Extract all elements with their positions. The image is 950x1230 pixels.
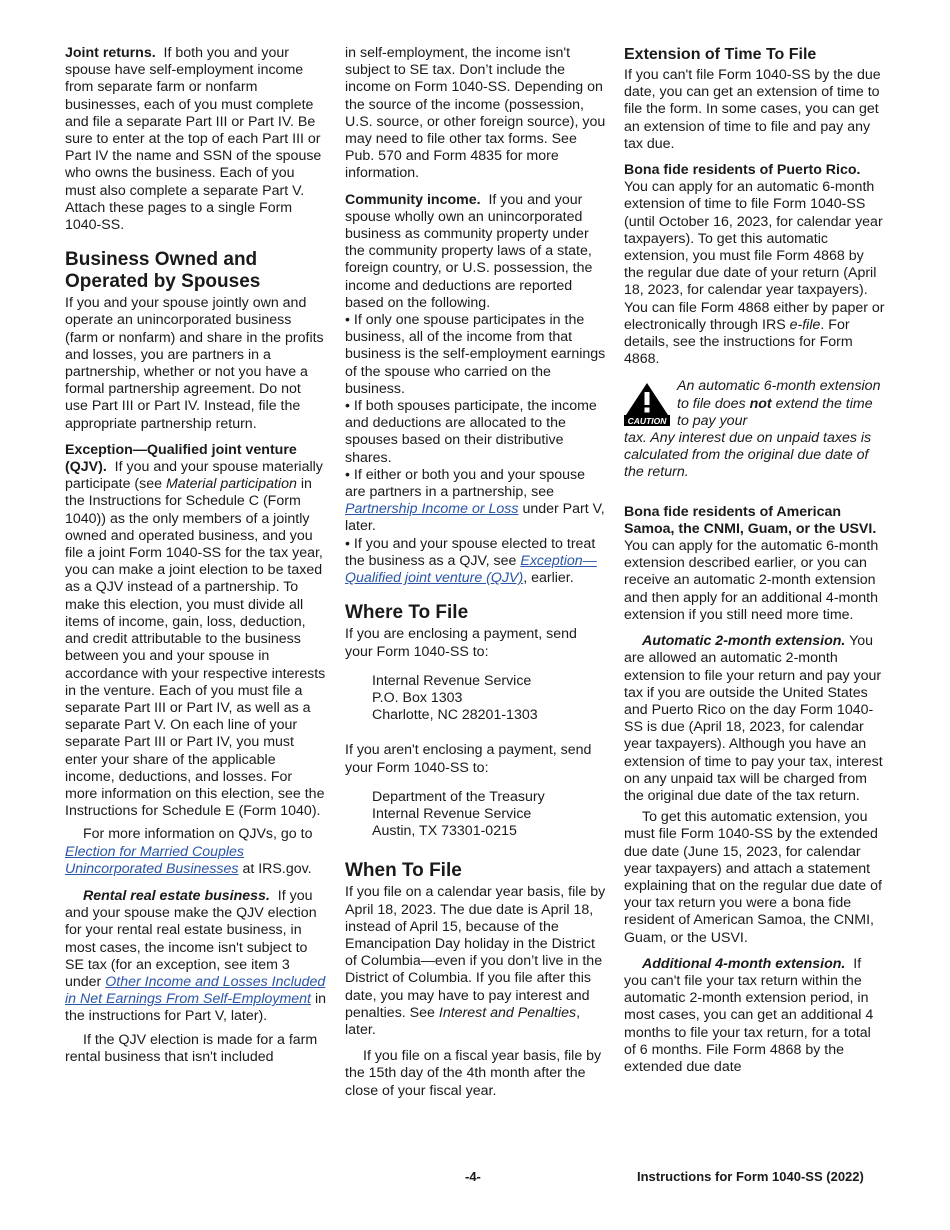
community-income-paragraph: Community income. If you and your spouse wholly own an unincorporated business as community property under the community property laws of a state, foreign country, or U.S. possession, the income and deductions are reported based on the following. <box>345 191 593 311</box>
joint-returns-paragraph: Joint returns. If both you and your spouse have self-employment income from separate farm or nonfarm businesses, each of you must complete and file a separate Part III or Part IV. Be sure to enter at the top of each Part III or Part IV the name and SSN of the spouse who owns the business. Each of you must also complete a separate Part V. Attach these pages to a single Form 1040-SS. <box>65 45 322 234</box>
address-with-payment: Internal Revenue Service P.O. Box 1303 Charlotte, NC 28201-1303 <box>372 672 538 724</box>
heading-where-to-file: Where To File <box>345 602 469 624</box>
farm-rental-paragraph: If the QJV election is made for a farm rental business that isn't included <box>65 1031 318 1065</box>
bullet-one-spouse: • If only one spouse participates in the business, all of the income from that business is the self-employment earnings of the spouse who carried on the business. <box>345 312 606 397</box>
rental-paragraph: Rental real estate business. If you and your spouse make the QJV election for your rental real estate business, in most cases, the income isn't subject to SE tax (for an exception, see item 3 under Other Income and Losses Included in Net Earnings From Self-Employment in the instructions for Part V, later). <box>65 887 327 1025</box>
where-paragraph: If you are enclosing a payment, send your Form 1040-SS to: <box>345 626 577 660</box>
puerto-rico-paragraph: Bona fide residents of Puerto Rico. You can apply for an automatic 6-month extension of time to file Form 1040-SS (until October 16, 2023, for calendar year taxpayers). To get this automatic extension, you must file Form 4868 by the regular due date of your return (April 18, 2023, for calendar year taxpayers). You can file Form 4868 either by paper or electronically through IRS e-file. For details, see the instructions for Form 4868. <box>624 162 885 368</box>
svg-text:CAUTION: CAUTION <box>627 416 667 427</box>
spouses-paragraph: If you and your spouse jointly own and operate an unincorporated business (farm or nonfarm) and share in the profits and losses, you are partners in a partnership, whether or not you have a formal partnership agreement. Do not use Part III or Part IV. Instead, file the appropriate partnership return. <box>65 295 324 432</box>
where-no-payment-paragraph: If you aren't enclosing a payment, send your Form 1040-SS to: <box>345 742 592 776</box>
election-married-couples-link[interactable]: Election for Married Couples Unincorporated Businesses <box>65 843 244 877</box>
caution-warning-icon <box>624 381 670 427</box>
when-paragraph: If you file on a calendar year basis, file by April 18, 2023. The due date is April 18, instead of April 15, because of the Emancipation Day holiday in the District of Columbia—even if you don’t live in the District of Columbia. If you file after this date, you may have to pay interest and penalties. See Interest and Penalties, later. <box>345 884 606 1038</box>
fiscal-year-paragraph: If you file on a fiscal year basis, file by the 15th day of the 4th month after the close of your fiscal year. <box>345 1048 602 1099</box>
heading-business-owned-by-spouses: Business Owned and Operated by Spouses <box>65 249 261 293</box>
heading-when-to-file: When To File <box>345 860 462 882</box>
bullet-qjv: • If you and your spouse elected to treat the business as a QJV, see Exception—Qualified joint venture (QJV), earlier. <box>345 535 597 587</box>
caution-tail-text: tax. Any interest due on unpaid taxes is calculated from the original due date of the return. <box>624 430 872 481</box>
column-right <box>624 45 886 1076</box>
additional-4-month-paragraph: Additional 4-month extension. If you can't file your tax return within the automatic 2-month extension period, in most cases, you can get an additional 4 months to file your tax return, for a total of 6 months. File Form 4868 by the extended due date <box>624 955 874 1075</box>
se-continuation-paragraph: in self-employment, the income isn't subject to SE tax. Don’t include the income on Form 1040-SS. Depending on the source of the income (possession, U.S. source, or other foreign source), you may need to file other tax forms. See Pub. 570 and Form 4835 for more information. <box>345 45 606 182</box>
auto-2-month-followup: To get this automatic extension, you must file Form 1040-SS by the extended due date (June 15, 2023, for calendar year taxpayers) and attach a statement explaining that on the regular due date of your tax return you were a bona fide resident of American Samoa, the CNMI, Guam, or the USVI. <box>624 809 882 946</box>
extension-paragraph: If you can't file Form 1040-SS by the due date, you can get an extension of time to file the form. In some cases, you can get an extension of time to file and pay any tax due. <box>624 67 881 152</box>
auto-2-month-paragraph: Automatic 2-month extension. You are allowed an automatic 2-month extension to file your return and pay your tax if you are outside the United States and Puerto Rico on the day Form 1040-SS is due (April 18, 2023, for calendar year taxpayers). Although you have an extension of time to pay your tax, interest on any unpaid tax will be charged from the original due date of the tax return. <box>624 633 883 804</box>
other-income-losses-link[interactable]: Other Income and Losses Included in Net Earnings From Self-Employment <box>65 973 326 1008</box>
bullet-both-spouses: • If both spouses participate, the income and deductions are allocated to the spouses based on their distributive shares. <box>345 398 597 466</box>
caution-note: CAUTION An automatic 6-month extension to file does not extend the time to pay your <box>624 378 886 430</box>
heading-extension-of-time: Extension of Time To File <box>624 46 817 63</box>
bullet-partnership: • If either or both you and your spouse are partners in a partnership, see Partnership Income or Loss under Part V, later. <box>345 466 605 535</box>
footer-document-title: Instructions for Form 1040-SS (2022) <box>637 1169 864 1184</box>
column-left <box>65 45 327 1066</box>
page-number: -4- <box>465 1169 481 1184</box>
qjv-more-paragraph: For more information on QJVs, go to Election for Married Couples Unincorporated Businesses at IRS.gov. <box>65 826 313 877</box>
qjv-exception-link[interactable]: Exception—Qualified joint venture (QJV) <box>345 552 597 587</box>
address-without-payment: Department of the Treasury Internal Revenue Service Austin, TX 73301-0215 <box>372 788 545 840</box>
qjv-paragraph: Exception—Qualified joint venture (QJV). If you and your spouse materially participate (see Material participation in the Instructions for Schedule C (Form 1040)) as the only members of a jointly owned and operated business, and you file a joint Form 1040-SS for the tax year, you can make a joint election to be taxed as a QJV instead of a partnership. To make this election, you must divide all items of income, gain, loss, deduction, and credit attributable to the business between you and your spouse in accordance with your respective interests in the venture. Each of you must file a separate Part III or Part IV, as well as a separate Part V. On each line of your separate Part III or Part IV, you must enter your share of the applicable income, deductions, and losses. For more information on this election, see the Instructions for Schedule E (Form 1040). <box>65 441 326 820</box>
column-middle <box>345 45 607 1100</box>
american-samoa-paragraph: Bona fide residents of American Samoa, the CNMI, Guam, or the USVI. You can apply for the automatic 6-month extension described earlier, or you can receive an automatic 2-month extension and then apply for an additional 4-month extension if you still need more time. <box>624 503 879 623</box>
partnership-income-link[interactable]: Partnership Income or Loss <box>345 501 519 518</box>
